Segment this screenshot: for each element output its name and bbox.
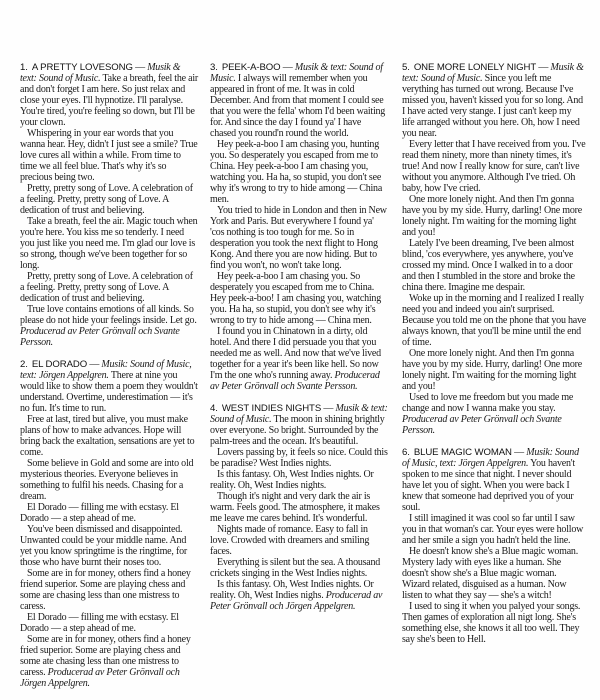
song-paragraph: 2. EL DORADO — Musik: Sound of Music, text: Jörgen Appelgren. There at nine you would like to show them a poem they wouldn't understand. Overtime, underestimation — it's no fun. It's time to run. <box>20 359 198 414</box>
lyrics-text: Since you left me verything has turned out wrong. Because I've missed you, haven't kissed you for so long. And I have acted very stange. I just can't keep my life arranged without you here. Oh, how I need you near. <box>402 73 583 139</box>
song-number: 1. <box>20 62 28 73</box>
lyrics-text: Though it's night and very dark the air is warm. Feels good. The atmosphere, it makes me leave me cares behind. It's wonderful. <box>210 491 380 524</box>
producer-credit: Producerad av Peter Grönvall och Jörgen Appelgren. <box>20 667 180 689</box>
song-lyrics <box>210 403 388 612</box>
song-lyrics <box>402 447 586 645</box>
song-credit: Musik & text: Sound of Music. <box>20 62 181 84</box>
song-number: 2. <box>20 359 28 370</box>
lyrics-text: One more lonely night. And then I'm gonna have you by my side. Hurry, darling! One more lonely night. I'm waiting for the morning light and you! <box>402 348 582 392</box>
song-lyrics <box>210 62 388 392</box>
song-title: A PRETTY LOVESONG <box>31 62 133 73</box>
producer-credit: Producerad av Peter Grönvall och Svante Persson. <box>210 370 380 392</box>
song-paragraph <box>20 612 198 634</box>
lyrics-text: I found you in Chinatown in a dirty, old hotel. And there I did persuade you that you needed me as well. And now that we've lived together for a year it's been like hell. So now I'm the one who's running away. <box>210 326 381 381</box>
lyrics-text: Some are in for money, others find a honey friend superior. Some are playing chess and some are chasing less than one mistress to caress. <box>20 568 191 612</box>
song-credit: Musik: Sound of Music, text: Jörgen Appelgren. <box>20 359 192 381</box>
song-paragraph: 5. ONE MORE LONELY NIGHT — Musik & text: Sound of Music. Since you left me verything has turned out wrong. Because I've missed you, haven't kissed you for so long. And I have acted very stange. I just can't keep my life arranged without you here. Oh, how I need you near. <box>402 62 584 139</box>
song-paragraph <box>20 128 198 183</box>
song-credit: Musik: Sound of Music, text: Jörgen Appelgren. <box>402 447 579 469</box>
song-paragraph <box>402 139 586 194</box>
lyrics-text: El Dorado — filling me with ecstasy. El Dorado — a step ahead of me. <box>20 502 179 524</box>
lyrics-text: Lately I've been dreaming, I've been almost blind, 'cos everywhere, yes anywhere, you've crossed my mind. Once I walked in to a door and then I stumbled in the store and broke the china there. Imagine me despair. <box>402 238 575 293</box>
song-paragraph: 4. WEST INDIES NIGHTS — Musik & text: Sound of Music. The moon in shining brightly over everyone. So bright. Surrounded by the palm-trees and the ocean. It's beautiful. <box>210 403 388 447</box>
song-paragraph <box>20 524 198 568</box>
song-title: WEST INDIES NIGHTS <box>221 403 322 414</box>
lyrics-text: Is this fantasy. Oh, West Indies nights. Or reality. Oh, West Indies nights. <box>210 469 374 491</box>
song-paragraph <box>402 601 586 645</box>
song-title: ONE MORE LONELY NIGHT <box>413 62 537 73</box>
lyrics-text: Everything is silent but the sea. A thousand crickets singing in the West Indies nights. <box>210 557 381 579</box>
song-lyrics <box>20 359 198 689</box>
song-paragraph <box>210 579 388 612</box>
song-number: 4. <box>210 403 218 414</box>
song-paragraph <box>210 271 388 326</box>
producer-credit: Producerad av Peter Grönvall och Svante Persson. <box>20 326 180 348</box>
lyrics-text: Whispering in your ear words that you wanna hear. Hey, didn't I just see a smile? True love cures all within a while. From time to time we all feel blue. That's why it's so precious being two. <box>20 128 198 183</box>
lyrics-text: Nights made of romance. Easy to fall in love. Crowded with dreamers and smiling faces. <box>210 524 370 557</box>
song-paragraph <box>20 183 198 216</box>
song-paragraph <box>402 348 586 392</box>
song-paragraph <box>20 634 198 689</box>
song-paragraph <box>20 216 198 271</box>
lyrics-text: Hey peek-a-boo I am chasing you. So desperately you escaped from me to China. Hey peek-a-boo! I am chasing you, watching you. Ha ha, so stupid, you don't see why it's wrong to try to hide among — China men. <box>210 271 381 326</box>
song-paragraph <box>20 568 198 612</box>
lyrics-text: You tried to hide in London and then in New York and Paris. But everywhere I found ya' 'cos nothing is too tough for me. So in desperation you took the next flight to Hong Kong. And there you are now hiding. But to find you won't, no won't take long. <box>210 205 387 271</box>
song-credit: Musik & text: Sound of Music. <box>210 403 388 425</box>
lyrics-text: There at nine you would like to show them a poem they wouldn't understand. Overtime, underestimation — it's no fun. It's time to run. <box>20 370 198 414</box>
song-paragraph <box>20 304 198 348</box>
lyrics-text: Lovers passing by, it feels so nice. Could this be paradise? West Indies nights. <box>210 447 388 469</box>
lyrics-text: I always will remember when you appeared in front of me. It was in cold December. And from that moment I could see that you were the fella' whom I'd been waiting for. And since the day I found ya' I have chased you round'n round the world. <box>210 73 386 139</box>
song-paragraph <box>210 491 388 524</box>
song-lyrics <box>20 62 198 348</box>
lyrics-text: Used to love me freedom but you made me change and now I wanna make you stay. <box>402 392 574 414</box>
song-paragraph <box>20 502 198 524</box>
lyrics-text: Some believe in Gold and some are into old mysterious theories. Everyone believes in something to fulfil his needs. Chasing for a dream. <box>20 458 194 502</box>
lyrics-text: Free at last, tired but alive, you must make plans of how to make advances. Hope will bring back the exaltation, sensations are yet to come. <box>20 414 195 458</box>
song-paragraph <box>402 546 586 601</box>
lyrics-text: Take a breath, feel the air and don't forget I am here. So just relax and close your eyes. I'll hypnotize. I'll paralyse. You're tired, you're feeling so down, but I'll be your clown. <box>20 73 199 128</box>
lyrics-text: Is this fantasy. Oh, West Indies nights. Or reality. Oh, West Indies nighs. <box>210 579 374 601</box>
song-paragraph: 3. PEEK-A-BOO — Musik & text: Sound of Music. I always will remember when you appeared in front of me. It was in cold December. And from that moment I could see that you were the fella' whom I'd been waiting for. And since the day I found ya' I have chased you round'n round the world. <box>210 62 386 139</box>
song-paragraph <box>210 557 388 579</box>
song-paragraph <box>402 513 586 546</box>
song-number: 5. <box>402 62 410 73</box>
lyrics-text: The moon in shining brightly over everyone. So bright. Surrounded by the palm-trees and the ocean. It's beautiful. <box>210 414 385 447</box>
lyrics-text: I used to sing it when you palyed your songs. Then games of exploration all nigt long. She's something else, she knows it all too well. They say she's been to Hell. <box>402 601 581 645</box>
song-paragraph <box>210 326 388 392</box>
lyrics-text: I still imagined it was cool so far until I saw you in that woman's car. Your eyes were hollow and her smile a sign you hadn't held the line. <box>402 513 584 546</box>
lyrics-text: Hey peek-a-boo I am chasing you, hunting you. So desperately you escaped from me to China. Hey peek-a-boo I am chasing you, watching you. Ha ha, so stupid, you don't see why it's wrong to try to hide among — China men. <box>210 139 383 205</box>
song-paragraph <box>402 194 586 238</box>
lyrics-text: True love contains emotions of all kinds. So please do not hide your feelings inside. Let go. <box>20 304 197 326</box>
song-paragraph <box>20 414 198 458</box>
producer-credit: Producerad av Peter Grönvall och Svante Persson. <box>402 414 562 436</box>
song-title: BLUE MAGIC WOMAN <box>413 447 512 458</box>
song-number: 6. <box>402 447 410 458</box>
song-title: EL DORADO <box>31 359 88 370</box>
lyrics-text: Pretty, pretty song of Love. A celebration of a feeling. Pretty, pretty song of Love. A dedication of trust and believing. <box>20 271 193 304</box>
song-paragraph <box>210 139 388 205</box>
song-paragraph <box>402 238 586 293</box>
song-title: PEEK-A-BOO <box>221 62 281 73</box>
song-paragraph <box>402 392 586 436</box>
song-paragraph <box>210 524 388 557</box>
song-paragraph <box>20 458 198 502</box>
lyrics-text: Every letter that I have received from you. I've read them ninety, more than ninety times, it's true! And now I really know for sure, can't live without you anymore. Although I've tried. Oh baby, how I've cried. <box>402 139 586 194</box>
lyrics-text: He doesn't know she's a Blue magic woman. Mystery lady with eyes like a human. She doesn't show she's a Blue magic woman. Wizard related, disguised as a human. Now listen to what they say — she's a witch! <box>402 546 578 601</box>
lyrics-text: You've been dismissed and disappointed. Unwanted could be your middle name. And yet you know springtime is the ringtime, for those who have burnt their noses too. <box>20 524 187 568</box>
lyrics-text: Take a breath, feel the air. Magic touch when you're here. You kiss me so tenderly. I need you just like you need me. I'm glad our love is so strong, though we've been together for so long. <box>20 216 198 271</box>
column-1 <box>20 62 198 700</box>
lyrics-text: Pretty, pretty song of Love. A celebration of a feeling. Pretty, pretty song of Love. A dedication of trust and believing. <box>20 183 193 216</box>
lyrics-text: Woke up in the morning and I realized I really need you and indeed you ain't surprised. Because you told me on the phone that you have always known, that you'll be mine until the end of time. <box>402 293 586 348</box>
song-number: 3. <box>210 62 218 73</box>
song-credit: Musik & text: Sound of Music. <box>402 62 584 84</box>
song-paragraph <box>210 469 388 491</box>
song-paragraph <box>20 271 198 304</box>
producer-credit: Producerad av Peter Grönvall och Jörgen Appelgren. <box>210 590 383 612</box>
song-paragraph: 6. BLUE MAGIC WOMAN — Musik: Sound of Music, text: Jörgen Appelgren. You haven't spoken to me since that night. I never should have let you of sight. When you were back I knew that someone had deprived you of your soul. <box>402 447 579 513</box>
song-credit: Musik & text: Sound of Music. <box>210 62 383 84</box>
column-3 <box>402 62 586 656</box>
lyrics-text: Some are in for money, others find a honey fried superior. Some are playing chess and some ate chasing less than one mistress to caress. <box>20 634 191 678</box>
song-paragraph <box>210 447 388 469</box>
song-lyrics <box>402 62 586 436</box>
song-paragraph <box>210 205 388 271</box>
column-2 <box>210 62 388 623</box>
song-paragraph: 1. A PRETTY LOVESONG — Musik & text: Sound of Music. Take a breath, feel the air and don't forget I am here. So just relax and close your eyes. I'll hypnotize. I'll paralyse. You're tired, you're feeling so down, but I'll be your clown. <box>20 62 199 128</box>
song-paragraph <box>402 293 586 348</box>
lyrics-text: One more lonely night. And then I'm gonna have you by my side. Hurry, darling! One more lonely night. I'm waiting for the morning light and you! <box>402 194 582 238</box>
lyrics-text: El Dorado — filling me with ecstasy. El Dorado — a step ahead of me. <box>20 612 179 634</box>
lyrics-text: You haven't spoken to me since that night. I never should have let you of sight. When you were back I knew that someone had deprived you of your soul. <box>402 458 575 513</box>
